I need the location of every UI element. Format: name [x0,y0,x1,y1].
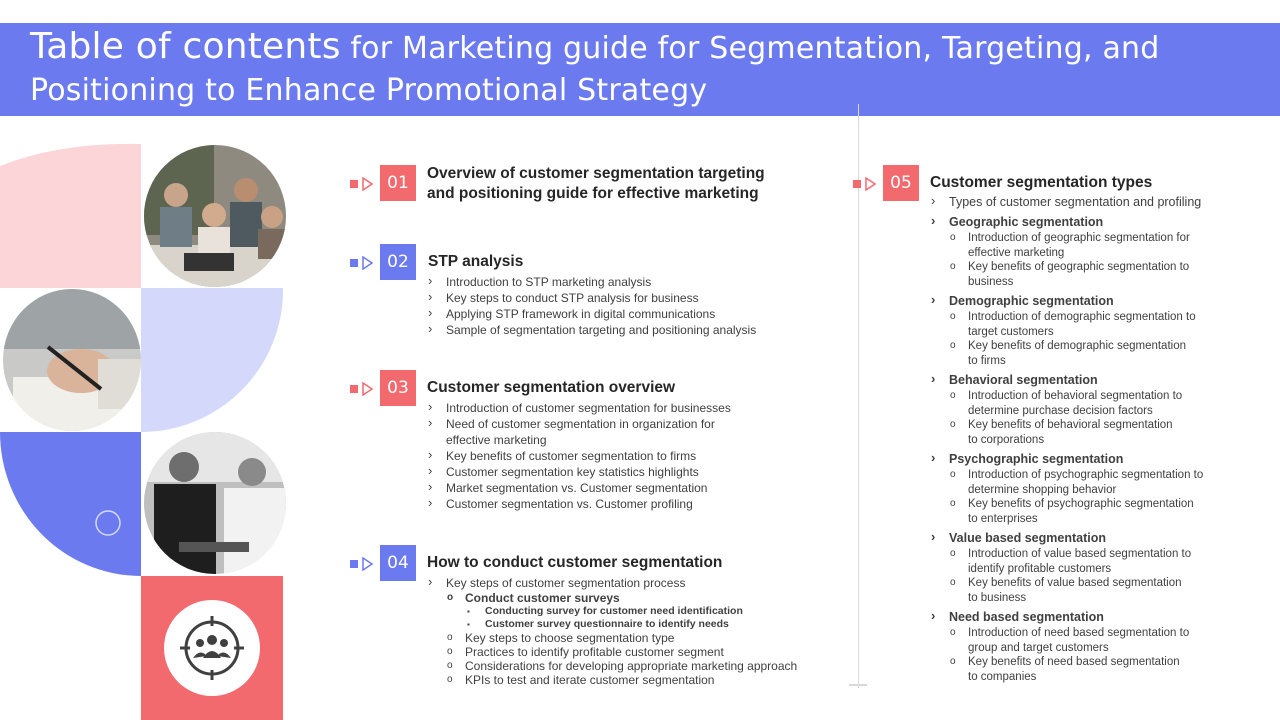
section-03-list [427,400,847,512]
sub-item [949,468,1250,497]
subsub-item: ▪ Conducting survey for customer need identification [465,605,847,618]
sub-item [949,497,1250,526]
list-item-continuation [427,432,847,448]
sub-item [949,626,1250,655]
sub-line: to companies [968,670,1037,683]
section-01-title-line2: and positioning guide for effective marketing [427,185,759,202]
list-item: › Key steps to conduct STP analysis for business [427,290,847,306]
list-item: › Market segmentation vs. Customer segmentation [427,480,847,496]
sub-item [949,655,1250,684]
sub-line: effective marketing [968,246,1065,259]
category-sublist [949,231,1250,289]
play-triangle-icon [362,557,374,571]
list-item: › Applying STP framework in digital communications [427,306,847,322]
list-item: › Types of customer segmentation and profiling [930,194,1250,210]
sub-line: o Introduction of geographic segmentation for [968,232,1190,244]
category-name: Need based segmentation [949,610,1104,624]
section-01-title [427,164,837,204]
category-name: Psychographic segmentation [949,452,1124,466]
sub-item: o Considerations for developing appropriate marketing approach [446,659,847,673]
sub-line: o Key benefits of behavioral segmentation [968,419,1173,431]
sub-item [949,339,1250,368]
category-item [930,372,1250,447]
sub-line: o Introduction of need based segmentation to [968,627,1190,639]
sub-line: o Key benefits of demographic segmentation [968,340,1186,352]
sub-line: o Key benefits of geographic segmentation to [968,261,1190,273]
section-04-list [427,575,847,687]
category-sublist [949,389,1250,447]
sub-item [446,591,847,631]
business-men-illustration [144,432,286,574]
category-item [930,214,1250,289]
sub-item [949,231,1250,260]
category-name: Value based segmentation [949,531,1106,545]
marker-square [350,560,358,568]
section-02-title: STP analysis [428,253,524,270]
section-02-list [427,274,847,338]
sub-line: business [968,275,1014,288]
list-item: › Customer segmentation vs. Customer profiling [427,496,847,512]
category-sublist [949,310,1250,368]
section-05-number: 05 [883,165,919,201]
category-name: Demographic segmentation [949,294,1114,308]
sub-item: o KPIs to test and iterate customer segmentation [446,673,847,687]
list-item: › Customer segmentation key statistics highlights [427,464,847,480]
category-item [930,609,1250,684]
team-meeting-illustration [144,145,286,287]
category-name: Geographic segmentation [949,215,1104,229]
section-04-title: How to conduct customer segmentation [427,554,723,571]
sub-item [949,547,1250,576]
subsub-item: ▪ Customer survey questionnaire to identify needs [465,618,847,631]
sub-item: o Key steps to choose segmentation type [446,631,847,645]
play-triangle-icon [362,382,374,396]
column-divider [858,104,859,688]
sub-item-text: Conduct customer surveys [465,591,620,605]
sub-line: o Introduction of value based segmentation to [968,548,1192,560]
sub-line: determine shopping behavior [968,483,1117,496]
page-title [30,26,1270,112]
marker-square [350,385,358,393]
play-triangle-icon [362,256,374,270]
sub-line: determine purchase decision factors [968,404,1153,417]
sub-line: to firms [968,354,1006,367]
sub-line: o Key benefits of psychographic segmentation [968,498,1194,510]
list-item: › Need of customer segmentation in organization for [427,416,847,432]
sub-item [949,418,1250,447]
category-sublist [949,468,1250,526]
list-item: › Sample of segmentation targeting and positioning analysis [427,322,847,338]
sub-line: to business [968,591,1027,604]
sub-line: target customers [968,325,1054,338]
play-triangle-icon [362,177,374,191]
blue-quarter-shape [0,432,141,576]
category-item [930,293,1250,368]
list-item: › Key benefits of customer segmentation to firms [427,448,847,464]
sub-line: o Key benefits of need based segmentation [968,656,1180,668]
list-item [427,575,847,687]
section-03-title: Customer segmentation overview [427,379,676,396]
category-item [930,530,1250,605]
section-03-number: 03 [380,370,416,406]
writing-hand-illustration [3,289,141,431]
marker-square [350,259,358,267]
list-item: › Introduction of customer segmentation for businesses [427,400,847,416]
list-item-text: Key steps of customer segmentation process [446,576,686,590]
section-04-number: 04 [380,545,416,581]
sub-item [949,576,1250,605]
sub-item [949,310,1250,339]
writing-hand-photo [3,289,141,431]
section-01-title-line1: Overview of customer segmentation targeting [427,165,765,182]
sub-line: o Introduction of behavioral segmentation to [968,390,1183,402]
category-item [930,451,1250,526]
list-item: › Introduction to STP marketing analysis [427,274,847,290]
title-rest: for Marketing guide for Segmentation, Targeting, and Positioning to Enhance Promotional Strategy [30,31,1160,108]
section-04-sublist [446,591,847,687]
marker-square [350,180,358,188]
title-lead: Table of contents [30,26,341,67]
sub-item: o Practices to identify profitable customer segment [446,645,847,659]
icon-circle [164,600,260,696]
play-triangle-icon [865,177,877,191]
sub-line: o Key benefits of value based segmentation [968,577,1182,589]
category-name: Behavioral segmentation [949,373,1098,387]
category-sublist [949,547,1250,605]
business-men-photo [144,432,286,574]
marker-square [853,180,861,188]
sub-line: group and target customers [968,641,1109,654]
sub-line: identify profitable customers [968,562,1112,575]
category-sublist [949,626,1250,684]
sub-line: to enterprises [968,512,1038,525]
team-meeting-photo [144,145,286,287]
sub-line: o Introduction of psychographic segmentation to [968,469,1204,481]
divider-base [849,684,867,686]
section-04-subsublist [465,605,847,631]
section-02-number: 02 [380,244,416,280]
sub-item [949,260,1250,289]
section-05-list [930,194,1250,684]
sub-item [949,389,1250,418]
sub-line: o Introduction of demographic segmentation to [968,311,1196,323]
lavender-quarter-shape [141,288,283,432]
section-01-number: 01 [380,165,416,201]
pink-quarter-shape [0,144,141,288]
section-05-title: Customer segmentation types [930,174,1153,191]
sub-line: to corporations [968,433,1045,446]
continuation-text: effective marketing [446,433,547,447]
